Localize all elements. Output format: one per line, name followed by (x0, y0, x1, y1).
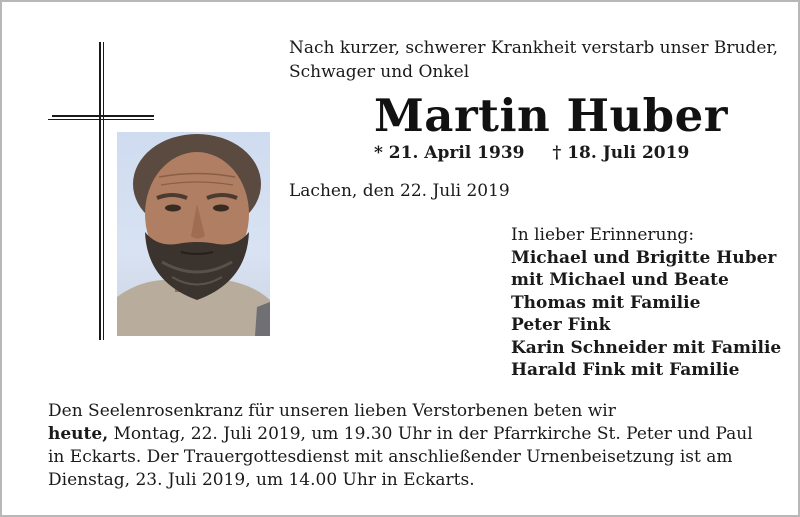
deceased-name: Martin Huber (374, 89, 728, 142)
notice-line-3: in Eckarts. Der Trauergottesdienst mit anschließender Urnenbeisetzung ist am (48, 447, 733, 467)
notice-line-1: Den Seelenrosenkranz für unseren lieben Verstorbenen beten wir (48, 401, 616, 421)
death-date: † 18. Juli 2019 (552, 143, 690, 163)
mourner-name: Michael und Brigitte Huber (511, 247, 777, 268)
portrait-photo (117, 132, 270, 336)
birth-date: * 21. April 1939 (374, 143, 525, 163)
mourner-name: Thomas mit Familie (511, 292, 701, 313)
notice-line-2 (48, 423, 768, 446)
mourner-name: Peter Fink (511, 315, 611, 335)
intro-line-2: Schwager und Onkel (289, 62, 470, 82)
notice-line-4: Dienstag, 23. Juli 2019, um 14.00 Uhr in Eckarts. (48, 470, 475, 490)
mourner-name: Karin Schneider mit Familie (511, 337, 782, 358)
intro-line-1: Nach kurzer, schwerer Krankheit verstarb unser Bruder, (289, 38, 779, 58)
notice-line-2-rest: Montag, 22. Juli 2019, um 19.30 Uhr in der Pfarrkirche St. Peter und Paul (108, 424, 753, 444)
intro-text (289, 36, 779, 84)
mourners-block (511, 224, 781, 382)
life-dates (374, 141, 711, 165)
mourners-label: In lieber Erinnerung: (511, 225, 695, 245)
mourner-name: mit Michael und Beate (511, 270, 729, 290)
notice-today: heute, (48, 424, 109, 444)
service-notice (48, 400, 768, 492)
mourner-name: Harald Fink mit Familie (511, 360, 740, 380)
place-date: Lachen, den 22. Juli 2019 (289, 181, 510, 201)
